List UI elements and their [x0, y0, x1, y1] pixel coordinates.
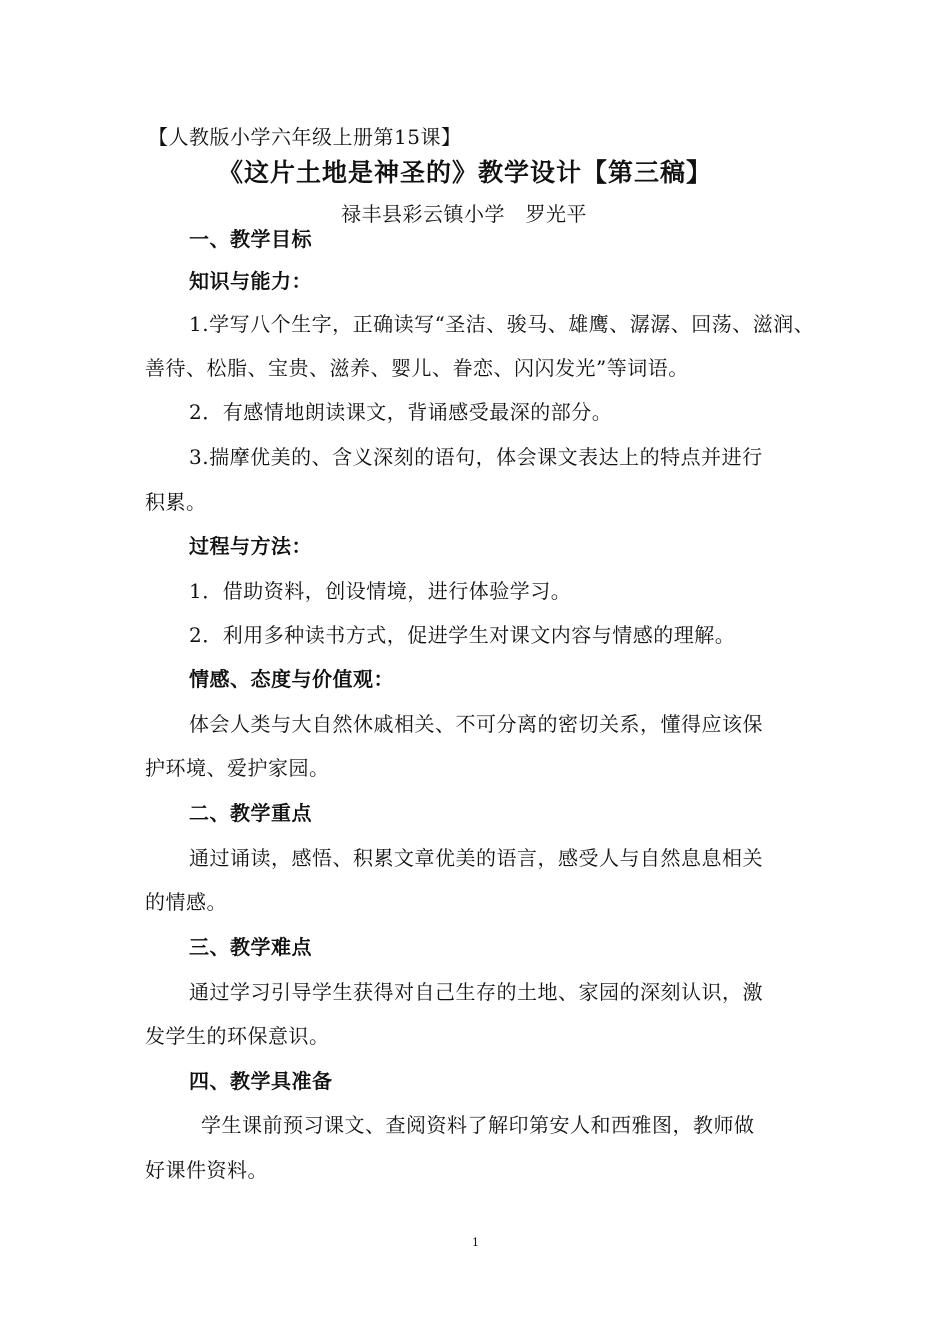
paragraph-line: 3.揣摩优美的、含义深刻的语句，体会课文表达上的特点并进行 [189, 445, 763, 469]
document-title: 《这片土地是神圣的》教学设计【第三稿】 [218, 158, 713, 187]
subheading-process: 过程与方法： [189, 534, 312, 558]
section-heading-preparation: 四、教学具准备 [189, 1069, 333, 1093]
section-heading-difficulties: 三、教学难点 [189, 935, 312, 959]
page-number: 1 [472, 1236, 479, 1249]
author-line: 禄丰县彩云镇小学 罗光平 [341, 202, 587, 226]
series-line: 【人教版小学六年级上册第15课】 [148, 125, 462, 149]
paragraph-line: 学生课前预习课文、查阅资料了解印第安人和西雅图，教师做 [201, 1113, 755, 1137]
subheading-emotion: 情感、态度与价值观： [189, 667, 394, 691]
paragraph-line: 好课件资料。 [145, 1158, 268, 1182]
paragraph-line: 2．有感情地朗读课文，背诵感受最深的部分。 [189, 400, 613, 424]
paragraph-line: 发学生的环保意识。 [145, 1024, 330, 1048]
paragraph-line: 的情感。 [145, 890, 227, 914]
paragraph-line: 通过学习引导学生获得对自己生存的土地、家园的深刻认识，激 [189, 980, 763, 1004]
paragraph-line: 2．利用多种读书方式，促进学生对课文内容与情感的理解。 [189, 623, 736, 647]
subheading-knowledge: 知识与能力： [189, 269, 312, 293]
paragraph-line: 1．借助资料，创设情境，进行体验学习。 [189, 579, 572, 603]
section-heading-objectives: 一、教学目标 [189, 227, 312, 251]
paragraph-line: 通过诵读，感悟、积累文章优美的语言，感受人与自然息息相关 [189, 846, 763, 870]
paragraph-line: 1.学写八个生字，正确读写“圣洁、骏马、雄鹰、潺潺、回荡、滋润、 [189, 312, 815, 336]
paragraph-line: 积累。 [145, 490, 207, 514]
paragraph-line: 善待、松脂、宝贵、滋养、婴儿、眷恋、闪闪发光”等词语。 [145, 356, 689, 380]
paragraph-line: 护环境、爱护家园。 [145, 756, 330, 780]
section-heading-key-points: 二、教学重点 [189, 801, 312, 825]
paragraph-line: 体会人类与大自然休戚相关、不可分离的密切关系，懂得应该保 [189, 712, 763, 736]
